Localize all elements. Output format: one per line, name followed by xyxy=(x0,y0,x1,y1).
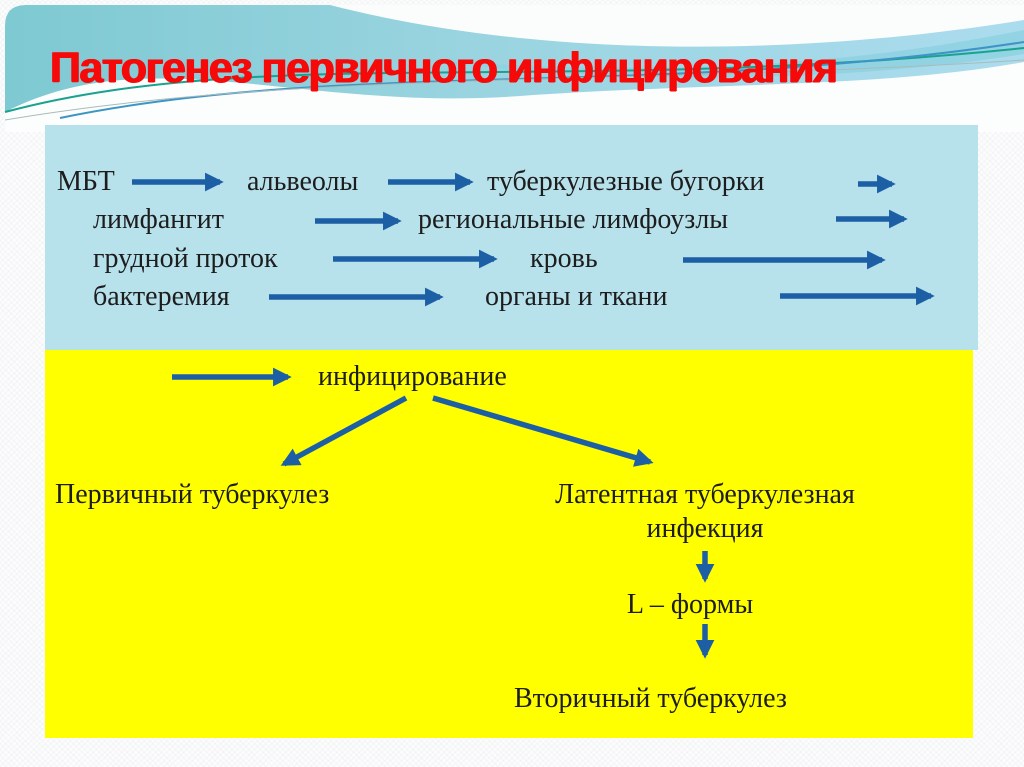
flow-label-alveoli: альвеолы xyxy=(247,166,359,197)
flow-label-organs-tissues: органы и ткани xyxy=(485,281,668,312)
primary-flow-panel xyxy=(45,125,978,350)
outcome-label-infection: инфицирование xyxy=(318,361,507,392)
latent-infection-line2: инфекция xyxy=(646,513,764,544)
flow-label-blood: кровь xyxy=(530,243,598,274)
flow-label-bacteremia: бактеремия xyxy=(93,281,230,312)
outcome-label-primary-tb: Первичный туберкулез xyxy=(55,479,330,510)
flow-label-mbt: МБТ xyxy=(57,166,115,197)
outcome-label-l-forms: L – формы xyxy=(626,589,754,620)
flow-label-regional-nodes: региональные лимфоузлы xyxy=(418,204,729,235)
flow-label-tubercles: туберкулезные бугорки xyxy=(487,166,765,197)
latent-infection-line1: Латентная туберкулезная xyxy=(555,479,855,510)
outcome-label-latent-infection xyxy=(500,478,910,546)
outcome-label-secondary-tb: Вторичный туберкулез xyxy=(514,683,787,714)
slide-title: Патогенез первичного инфицирования xyxy=(50,44,837,92)
flow-label-thoracic-duct: грудной проток xyxy=(93,243,278,274)
flow-label-lymphangitis: лимфангит xyxy=(93,204,224,235)
